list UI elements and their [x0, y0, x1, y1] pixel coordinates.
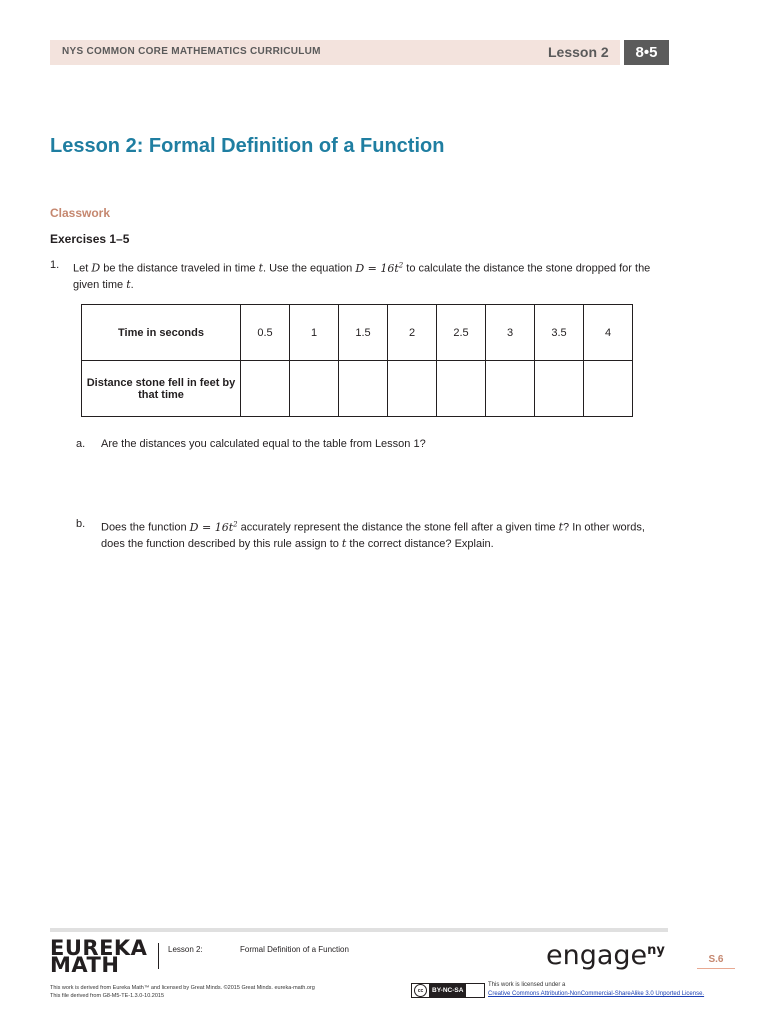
footer-credit: This work is derived from Eureka Math™ and licensed by Great Minds. ©2015 Great Minds. eureka-math.org [50, 985, 315, 991]
header-lesson: Lesson 2 [548, 44, 609, 60]
curriculum-label: NYS COMMON CORE MATHEMATICS CURRICULUM [62, 46, 321, 57]
q1-text-part: . [130, 278, 134, 291]
question-1-number: 1. [50, 259, 60, 271]
footer-divider [50, 928, 668, 932]
time-cell: 3.5 [535, 305, 584, 361]
time-cell: 2 [388, 305, 437, 361]
q1-text-part: . Use the equation [262, 262, 356, 275]
logo-line-1: EUREKA [50, 936, 148, 960]
license-text: This work is licensed under a [488, 982, 566, 988]
time-cell: 4 [584, 305, 633, 361]
time-cell: 0.5 [241, 305, 290, 361]
qb-text-part: accurately represent the distance the stone fell after a given time [237, 521, 559, 534]
part-a-text: Are the distances you calculated equal to the table from Lesson 1? [101, 438, 426, 450]
exercises-heading: Exercises 1–5 [50, 232, 130, 246]
time-cell: 3 [486, 305, 535, 361]
q1-equation-exponent: 2 [398, 261, 404, 269]
table-row-distance [82, 361, 633, 417]
part-b-text [101, 516, 671, 552]
q1-var: t [126, 277, 131, 291]
logo-line-2: MATH [50, 953, 120, 977]
qb-text-part: the correct distance? Explain. [346, 537, 494, 550]
page-number: S.6 [697, 950, 735, 969]
q1-equation-base: D = 16t [355, 261, 399, 275]
qb-equation-base: D = 16t [189, 520, 234, 534]
q1-text-part: to calculate the distance the stone dropped for the given time [73, 262, 651, 291]
time-cell: 1.5 [339, 305, 388, 361]
question-1-text [73, 257, 673, 293]
ny-text: ny [647, 943, 665, 958]
module-badge: 8•5 [624, 40, 669, 65]
q1-text-part: Let [73, 262, 92, 275]
footer-lesson-title: Formal Definition of a Function [240, 945, 349, 954]
qb-equation [190, 521, 238, 534]
eureka-math-logo [50, 936, 148, 977]
q1-var: t [258, 261, 263, 275]
q1-var: D [91, 261, 101, 275]
time-distance-table [81, 304, 633, 417]
q1-equation [355, 262, 403, 275]
license-link[interactable]: Creative Commons Attribution-NonCommercial-ShareAlike 3.0 Unported License. [488, 991, 705, 997]
section-heading: Classwork [50, 206, 111, 220]
engage-text: engage [546, 940, 648, 971]
time-cell: 1 [290, 305, 339, 361]
distance-answer-cell[interactable] [437, 361, 486, 417]
cc-license-badge [411, 983, 485, 998]
footer-file-credit: This file derived from G8-M5-TE-1.3.0-10.2015 [50, 993, 165, 999]
qb-equation-exponent: 2 [233, 520, 238, 528]
footer-lesson: Lesson 2: [168, 945, 203, 954]
time-cell: 2.5 [437, 305, 486, 361]
distance-header-cell: Distance stone fell in feet by that time [82, 361, 241, 417]
distance-answer-cell[interactable] [535, 361, 584, 417]
time-header-cell: Time in seconds [82, 305, 241, 361]
part-b-letter: b. [76, 518, 86, 530]
distance-answer-cell[interactable] [290, 361, 339, 417]
q1-text-part: be the distance traveled in time [100, 262, 259, 275]
cc-icon: cc [414, 984, 427, 997]
page-title: Lesson 2: Formal Definition of a Function [50, 135, 445, 157]
engageny-logo [546, 940, 665, 971]
distance-answer-cell[interactable] [486, 361, 535, 417]
qb-var: t [341, 536, 347, 550]
part-a-letter: a. [76, 438, 86, 450]
qb-text-part: Does the function [101, 521, 190, 534]
qb-text-part: ? In other words, does the function described by this rule assign to [101, 521, 645, 550]
footer-separator [158, 943, 159, 969]
cc-label: BY-NC-SA [429, 984, 466, 997]
distance-answer-cell[interactable] [388, 361, 437, 417]
distance-answer-cell[interactable] [241, 361, 290, 417]
table-row-time [82, 305, 633, 361]
qb-var: t [558, 520, 564, 534]
distance-answer-cell[interactable] [584, 361, 633, 417]
distance-answer-cell[interactable] [339, 361, 388, 417]
